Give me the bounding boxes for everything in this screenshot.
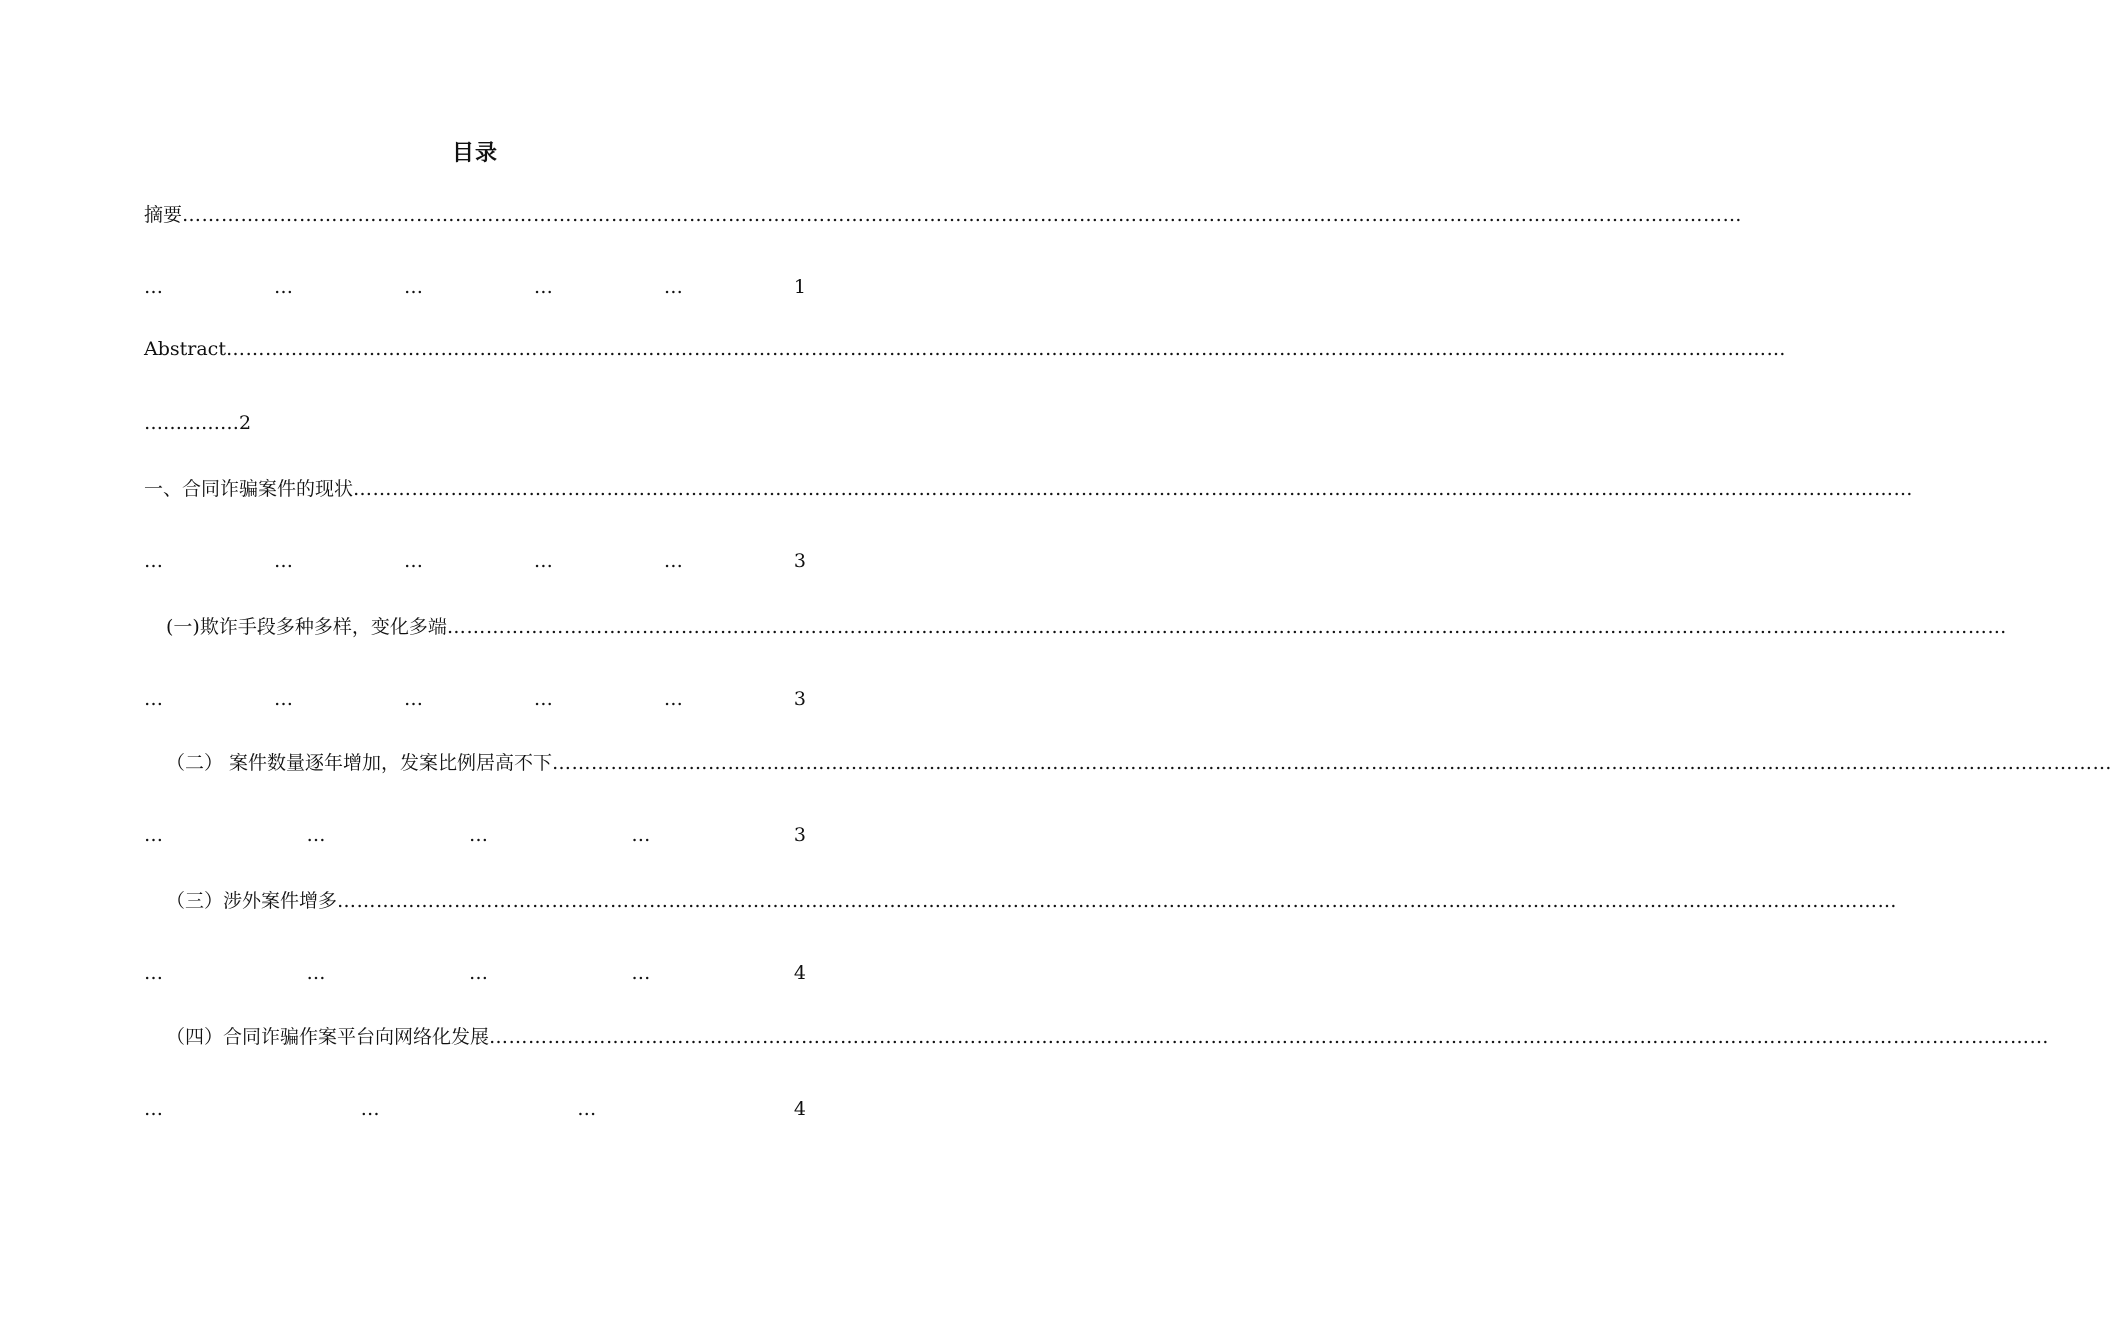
toc-entry-label: （三）涉外案件增多 — [166, 890, 338, 912]
dot-leader: … — [273, 276, 294, 298]
dot-leader: …………………………………………………………………………………………………………………………………………………………………………………………………………………… — [182, 204, 1743, 226]
dot-leader: … — [663, 688, 684, 710]
toc-entry-continuation — [144, 1098, 806, 1128]
dot-leader: … — [144, 276, 164, 298]
dot-leader: …………………………………………………………………………………………………………………………………………………………………………………………………………………… — [337, 890, 1898, 912]
toc-page-number: 3 — [793, 824, 806, 846]
dot-leader: … — [631, 962, 651, 984]
toc-entry-subsection-2[interactable] — [144, 748, 2112, 778]
toc-entry-abstract-en[interactable] — [144, 338, 1786, 368]
dot-leader: … — [403, 550, 424, 572]
toc-entry-continuation — [144, 550, 806, 580]
toc-page-number: 3 — [793, 688, 806, 710]
toc-entry-continuation — [144, 276, 806, 306]
toc-entry-label: Abstract — [144, 338, 226, 360]
toc-entry-label: 一、合同诈骗案件的现状 — [144, 478, 354, 500]
toc-entry-continuation — [144, 824, 806, 854]
dot-leader: … — [306, 824, 326, 846]
toc-page-number: 4 — [793, 1098, 806, 1120]
toc-entry-subsection-1[interactable] — [144, 612, 2007, 642]
toc-page-number: 4 — [793, 962, 806, 984]
dot-leader: … — [631, 824, 651, 846]
dot-leader: … — [403, 688, 424, 710]
toc-page-number: 1 — [793, 276, 806, 298]
dot-leader: … — [306, 962, 326, 984]
toc-entry-label: 摘要 — [144, 204, 183, 226]
dot-leader: … — [468, 824, 489, 846]
dot-leader: … — [144, 688, 164, 710]
dot-leader: … — [144, 962, 164, 984]
toc-entry-label: （四）合同诈骗作案平台向网络化发展 — [166, 1026, 490, 1048]
toc-entry-continuation — [144, 962, 806, 992]
dot-leader: …………………………………………………………………………………………………………………………………………………………………………………………………………………… — [552, 752, 2112, 774]
dot-leader: …………………………………………………………………………………………………………………………………………………………………………………………………………………… — [225, 338, 1786, 360]
dot-leader: … — [577, 1098, 597, 1120]
toc-entry-subsection-3[interactable] — [144, 886, 1898, 916]
toc-entry-label: （二） 案件数量逐年增加，发案比例居高不下 — [166, 752, 553, 774]
dot-leader: … — [468, 962, 489, 984]
toc-entry-label: (一)欺诈手段多种多样，变化多端 — [166, 616, 447, 638]
toc-entry-subsection-4[interactable] — [144, 1022, 2050, 1052]
dot-leader: … — [533, 276, 554, 298]
dot-leader: … — [663, 550, 684, 572]
dot-leader: … — [273, 550, 294, 572]
dot-leader: … — [144, 1098, 164, 1120]
dot-leader: … — [144, 824, 164, 846]
toc-entry-continuation — [144, 412, 251, 442]
dot-leader: …………………………………………………………………………………………………………………………………………………………………………………………………………………… — [489, 1026, 2050, 1048]
toc-page-number: 3 — [793, 550, 806, 572]
dot-leader: …………………………………………………………………………………………………………………………………………………………………………………………………………………… — [446, 616, 2007, 638]
dot-leader: … — [533, 550, 554, 572]
toc-entry-continuation — [144, 688, 806, 718]
page-title: 目录 — [451, 141, 498, 166]
dot-leader: …………………………………………………………………………………………………………………………………………………………………………………………………………………… — [353, 478, 1914, 500]
dot-leader: … — [403, 276, 424, 298]
dot-leader: … — [533, 688, 554, 710]
dot-leader: … — [273, 688, 294, 710]
toc-page-number: 2 — [239, 412, 252, 434]
dot-leader: … — [144, 550, 164, 572]
toc-entry-abstract-cn[interactable] — [144, 200, 1743, 230]
dot-leader: … — [360, 1098, 381, 1120]
dot-leader: …………… — [144, 412, 239, 434]
dot-leader: … — [663, 276, 684, 298]
toc-entry-section-1[interactable] — [144, 474, 1914, 504]
